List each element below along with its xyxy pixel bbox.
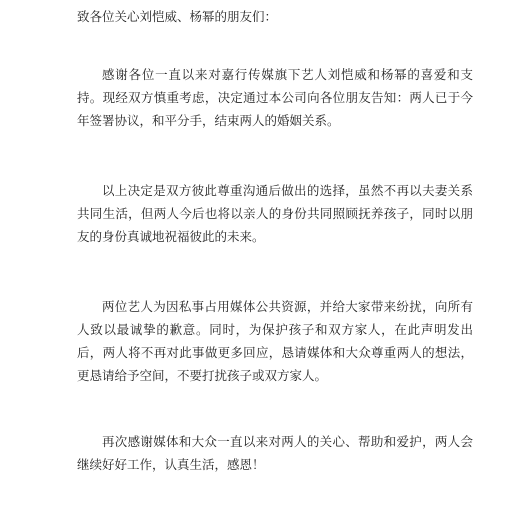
salutation: 致各位关心刘恺威、杨幂的朋友们：	[77, 9, 278, 24]
paragraph-gratitude: 感谢各位一直以来对嘉行传媒旗下艺人刘恺威和杨幂的喜爱和支持。现经双方慎重考虑，决定通过本公司向各位朋友告知：两人已于今年签署协议，和平分手，结束两人的婚姻关系。	[77, 67, 473, 128]
paragraph-decision: 以上决定是双方彼此尊重沟通后做出的选择，虽然不再以夫妻关系共同生活，但两人今后也将以亲人的身份共同照顾抚养孩子，同时以朋友的身份真诚地祝福彼此的未来。	[77, 183, 473, 244]
paragraph-apology: 两位艺人为因私事占用媒体公共资源，并给大家带来纷扰，向所有人致以最诚挚的歉意。同时，为保护孩子和双方家人，在此声明发出后，两人将不再对此事做更多回应，恳请媒体和大众尊重两人的想法，更恳请给予空间，不要打扰孩子或双方家人。	[77, 299, 473, 383]
paragraph-thanks: 再次感谢媒体和大众一直以来对两人的关心、帮助和爱护，两人会继续好好工作，认真生活，感恩！	[77, 434, 473, 472]
